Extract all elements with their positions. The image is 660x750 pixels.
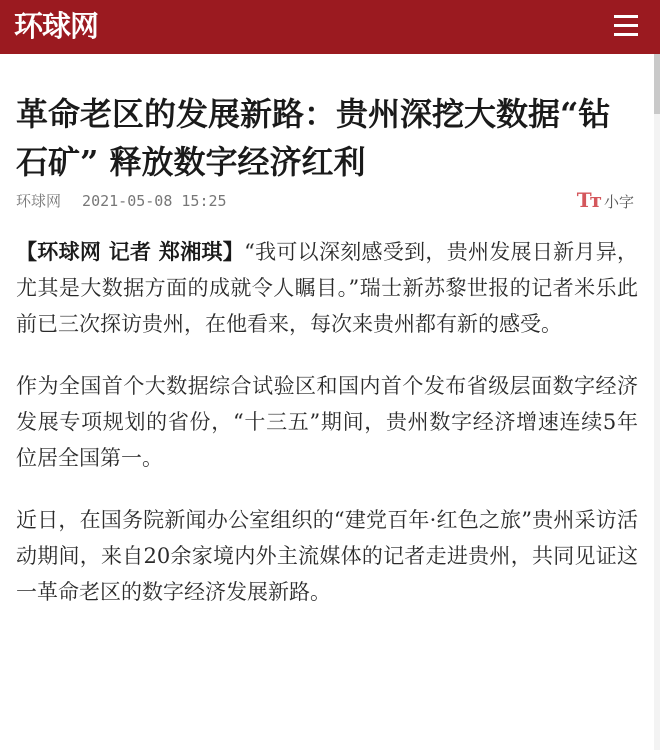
article-byline: 【环球网 记者 郑湘琪】 (16, 239, 245, 264)
article-paragraph (16, 234, 638, 342)
font-size-label: 小字 (603, 193, 634, 211)
paragraph-text: “我可以深刻感受到，贵州发展日新月异，尤其是大数据方面的成就令人瞩目。”瑞士新苏黎世报的记者米乐此前已三次探访贵州，在他看来，每次来贵州都有新的感受。 (16, 240, 638, 336)
article-title: 革命老区的发展新路：贵州深挖大数据“钻石矿” 释放数字经济红利 (16, 95, 611, 181)
article-paragraph: 作为全国首个大数据综合试验区和国内首个发布省级层面数字经济发展专项规划的省份，“十三五”期间，贵州数字经济增速连续5年位居全国第一。 (16, 374, 638, 470)
scrollbar-thumb[interactable] (654, 54, 660, 114)
article-source: 环球网 (16, 192, 62, 210)
font-size-icon: Tт (576, 188, 600, 212)
menu-icon-line (614, 15, 638, 18)
article-body (16, 234, 638, 636)
top-header-bar (0, 0, 660, 54)
article-datetime: 2021-05-08 15:25 (82, 192, 227, 210)
menu-icon-line (614, 24, 638, 27)
menu-icon[interactable] (614, 15, 638, 37)
font-size-toggle[interactable] (577, 189, 634, 213)
site-logo[interactable]: 环球网 (14, 9, 99, 43)
page-scrollbar[interactable] (654, 54, 660, 750)
menu-icon-line (614, 33, 638, 36)
article-paragraph: 近日，在国务院新闻办公室组织的“建党百年·红色之旅”贵州采访活动期间，来自20余家境内外主流媒体的记者走进贵州，共同见证这一革命老区的数字经济发展新路。 (16, 508, 638, 604)
article-meta (16, 190, 227, 212)
